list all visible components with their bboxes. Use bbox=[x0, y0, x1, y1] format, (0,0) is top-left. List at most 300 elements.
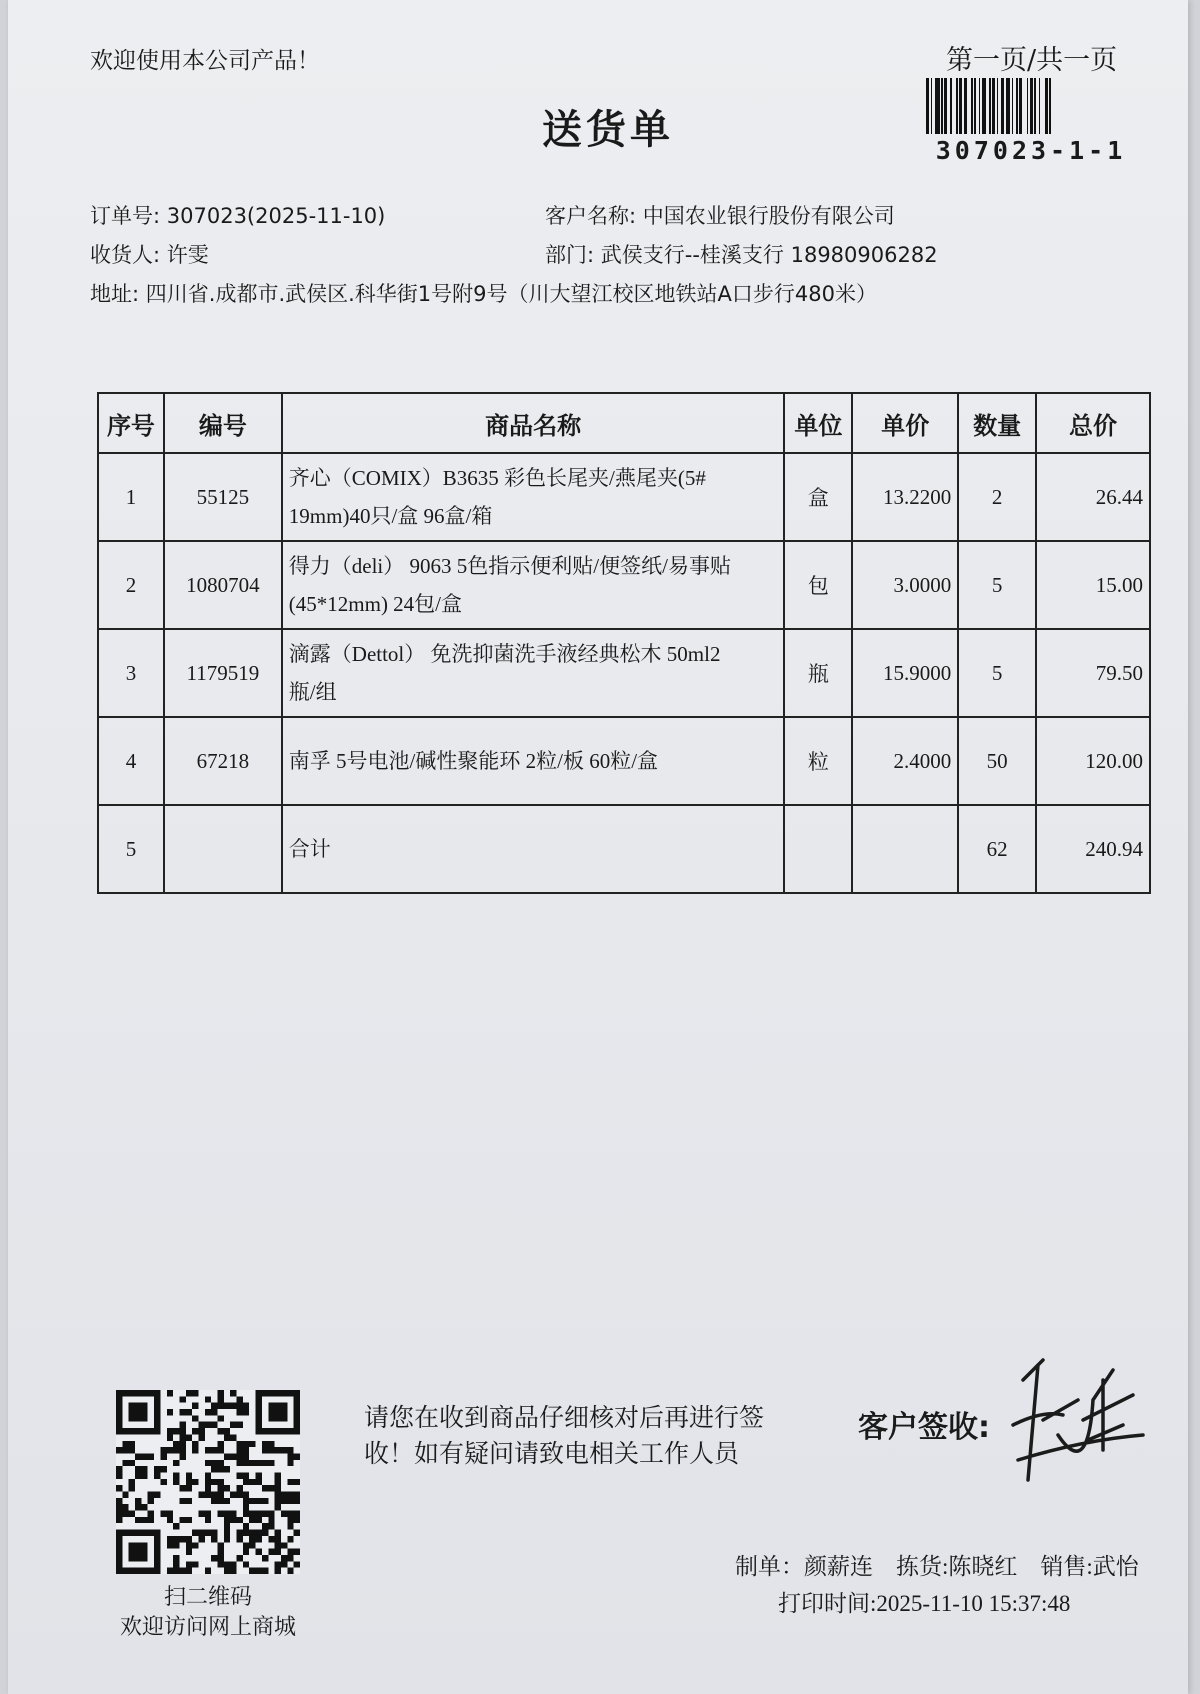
qr-module bbox=[275, 1504, 281, 1510]
qr-module bbox=[192, 1441, 198, 1447]
page-indicator: 第一页/共一页 bbox=[946, 45, 1118, 76]
qr-module bbox=[256, 1396, 262, 1402]
qr-module bbox=[122, 1390, 128, 1396]
qr-module bbox=[198, 1434, 204, 1440]
qr-module bbox=[122, 1492, 128, 1498]
qr-module bbox=[179, 1447, 185, 1453]
qr-module bbox=[148, 1498, 154, 1504]
qr-module bbox=[294, 1409, 300, 1415]
barcode bbox=[926, 78, 1136, 134]
qr-module bbox=[205, 1447, 211, 1453]
qr-module bbox=[129, 1485, 135, 1491]
qr-module bbox=[135, 1498, 141, 1504]
qr-module bbox=[154, 1549, 160, 1555]
qr-module bbox=[154, 1530, 160, 1536]
qr-module bbox=[224, 1536, 230, 1542]
qr-module bbox=[237, 1536, 243, 1542]
qr-module bbox=[173, 1536, 179, 1542]
qr-module bbox=[141, 1453, 147, 1459]
row-product-name bbox=[282, 629, 785, 717]
qr-module bbox=[122, 1441, 128, 1447]
qr-module bbox=[275, 1492, 281, 1498]
qr-module bbox=[160, 1466, 166, 1472]
qr-module bbox=[218, 1460, 224, 1466]
qr-module bbox=[218, 1447, 224, 1453]
qr-module bbox=[173, 1472, 179, 1478]
qr-module bbox=[154, 1568, 160, 1574]
qr-module bbox=[218, 1479, 224, 1485]
qr-module bbox=[268, 1536, 274, 1542]
qr-module bbox=[249, 1517, 255, 1523]
qr-module bbox=[243, 1403, 249, 1409]
qr-module bbox=[275, 1479, 281, 1485]
qr-module bbox=[230, 1453, 236, 1459]
qr-module bbox=[141, 1555, 147, 1561]
qr-module bbox=[281, 1561, 287, 1567]
qr-module bbox=[160, 1453, 166, 1459]
qr-module bbox=[186, 1549, 192, 1555]
qr-module bbox=[167, 1517, 173, 1523]
items-table bbox=[97, 392, 1151, 894]
qr-module bbox=[275, 1530, 281, 1536]
address-row bbox=[90, 278, 877, 308]
qr-module bbox=[129, 1447, 135, 1453]
qr-module bbox=[141, 1409, 147, 1415]
qr-module bbox=[129, 1428, 135, 1434]
qr-module bbox=[116, 1561, 122, 1567]
qr-module bbox=[218, 1390, 224, 1396]
receiver-value: 许雯 bbox=[166, 243, 209, 267]
qr-module bbox=[205, 1492, 211, 1498]
qr-module bbox=[154, 1390, 160, 1396]
qr-module bbox=[167, 1536, 173, 1542]
qr-module bbox=[173, 1568, 179, 1574]
qr-module bbox=[287, 1447, 293, 1453]
product-name-line-1: 南孚 5号电池/碱性聚能环 2粒/板 60粒/盒 bbox=[288, 749, 659, 773]
row-code: 67218 bbox=[164, 717, 282, 805]
product-name-line-1: 齐心（COMIX）B3635 彩色长尾夹/燕尾夹(5# bbox=[288, 466, 706, 490]
qr-module bbox=[224, 1434, 230, 1440]
qr-module bbox=[237, 1485, 243, 1491]
qr-module bbox=[148, 1568, 154, 1574]
qr-module bbox=[256, 1536, 262, 1542]
qr-module bbox=[275, 1561, 281, 1567]
row-total: 15.00 bbox=[1036, 541, 1150, 629]
qr-module bbox=[287, 1390, 293, 1396]
qr-module bbox=[198, 1536, 204, 1542]
notice-line-2: 收！如有疑问请致电相关工作人员 bbox=[364, 1439, 740, 1468]
qr-module bbox=[205, 1485, 211, 1491]
qr-module bbox=[173, 1542, 179, 1548]
qr-module bbox=[198, 1530, 204, 1536]
row-unit bbox=[784, 805, 852, 893]
qr-module bbox=[211, 1479, 217, 1485]
qr-module bbox=[129, 1403, 135, 1409]
qr-module bbox=[122, 1530, 128, 1536]
qr-module bbox=[262, 1390, 268, 1396]
qr-module bbox=[224, 1485, 230, 1491]
qr-module bbox=[224, 1453, 230, 1459]
qr-module bbox=[294, 1428, 300, 1434]
qr-module bbox=[186, 1479, 192, 1485]
qr-module bbox=[129, 1555, 135, 1561]
qr-module bbox=[275, 1485, 281, 1491]
qr-module bbox=[135, 1428, 141, 1434]
receiver-row bbox=[90, 239, 209, 269]
qr-module bbox=[116, 1403, 122, 1409]
department-value: 武侯支行--桂溪支行 18980906282 bbox=[600, 243, 938, 267]
qr-module bbox=[262, 1428, 268, 1434]
qr-module bbox=[294, 1517, 300, 1523]
qr-module bbox=[249, 1498, 255, 1504]
qr-module bbox=[230, 1568, 236, 1574]
qr-module bbox=[148, 1530, 154, 1536]
qr-module bbox=[218, 1415, 224, 1421]
row-product-name bbox=[282, 453, 785, 541]
qr-module bbox=[218, 1485, 224, 1491]
qr-module bbox=[154, 1409, 160, 1415]
qr-module bbox=[275, 1549, 281, 1555]
qr-module bbox=[192, 1415, 198, 1421]
qr-module bbox=[116, 1504, 122, 1510]
qr-module bbox=[281, 1403, 287, 1409]
qr-module bbox=[154, 1542, 160, 1548]
qr-module bbox=[129, 1409, 135, 1415]
qr-module bbox=[205, 1530, 211, 1536]
qr-module bbox=[256, 1511, 262, 1517]
qr-module bbox=[211, 1555, 217, 1561]
qr-code[interactable] bbox=[116, 1390, 300, 1574]
qr-module bbox=[243, 1447, 249, 1453]
table-header-row bbox=[98, 393, 1150, 453]
qr-module bbox=[211, 1530, 217, 1536]
qr-module bbox=[122, 1504, 128, 1510]
qr-module bbox=[230, 1434, 236, 1440]
qr-module bbox=[237, 1555, 243, 1561]
qr-module bbox=[256, 1479, 262, 1485]
row-unit-price: 3.0000 bbox=[852, 541, 958, 629]
qr-module bbox=[135, 1409, 141, 1415]
qr-module bbox=[287, 1555, 293, 1561]
qr-module bbox=[135, 1530, 141, 1536]
customer-signature-label: 客户签收: bbox=[858, 1410, 990, 1445]
qr-module bbox=[262, 1447, 268, 1453]
qr-module bbox=[154, 1561, 160, 1567]
qr-module bbox=[211, 1422, 217, 1428]
qr-module bbox=[275, 1568, 281, 1574]
row-index: 3 bbox=[98, 629, 164, 717]
qr-module bbox=[154, 1492, 160, 1498]
qr-module bbox=[211, 1536, 217, 1542]
header-unit: 单位 bbox=[784, 393, 852, 453]
qr-module bbox=[186, 1390, 192, 1396]
qr-module bbox=[287, 1517, 293, 1523]
row-code: 55125 bbox=[164, 453, 282, 541]
qr-module bbox=[281, 1498, 287, 1504]
qr-module bbox=[116, 1409, 122, 1415]
qr-module bbox=[167, 1428, 173, 1434]
qr-module bbox=[116, 1498, 122, 1504]
qr-module bbox=[116, 1517, 122, 1523]
qr-module bbox=[249, 1460, 255, 1466]
qr-module bbox=[268, 1428, 274, 1434]
qr-module bbox=[224, 1530, 230, 1536]
qr-module bbox=[256, 1460, 262, 1466]
qr-module bbox=[135, 1453, 141, 1459]
row-unit-price: 15.9000 bbox=[852, 629, 958, 717]
qr-module bbox=[281, 1390, 287, 1396]
qr-module bbox=[198, 1422, 204, 1428]
qr-module bbox=[211, 1492, 217, 1498]
qr-module bbox=[211, 1403, 217, 1409]
row-product-name bbox=[282, 717, 785, 805]
qr-module bbox=[249, 1441, 255, 1447]
qr-module bbox=[262, 1555, 268, 1561]
qr-module bbox=[224, 1498, 230, 1504]
qr-module bbox=[287, 1568, 293, 1574]
qr-module bbox=[116, 1530, 122, 1536]
qr-module bbox=[173, 1523, 179, 1529]
qr-module bbox=[205, 1511, 211, 1517]
row-unit: 包 bbox=[784, 541, 852, 629]
qr-module bbox=[205, 1422, 211, 1428]
qr-module bbox=[224, 1511, 230, 1517]
qr-module bbox=[230, 1492, 236, 1498]
qr-module bbox=[294, 1453, 300, 1459]
row-quantity: 5 bbox=[958, 541, 1036, 629]
qr-module bbox=[281, 1447, 287, 1453]
qr-module bbox=[249, 1536, 255, 1542]
qr-module bbox=[287, 1511, 293, 1517]
qr-module bbox=[294, 1492, 300, 1498]
qr-module bbox=[192, 1428, 198, 1434]
qr-module bbox=[256, 1390, 262, 1396]
qr-module bbox=[173, 1479, 179, 1485]
customer-name-row bbox=[545, 200, 895, 230]
qr-module bbox=[237, 1396, 243, 1402]
qr-module bbox=[186, 1498, 192, 1504]
qr-module bbox=[268, 1441, 274, 1447]
qr-module bbox=[218, 1561, 224, 1567]
qr-module bbox=[154, 1555, 160, 1561]
row-index: 4 bbox=[98, 717, 164, 805]
qr-module bbox=[249, 1568, 255, 1574]
qr-module bbox=[275, 1409, 281, 1415]
qr-module bbox=[249, 1511, 255, 1517]
qr-module bbox=[243, 1472, 249, 1478]
qr-module bbox=[243, 1498, 249, 1504]
qr-module bbox=[262, 1530, 268, 1536]
row-unit-price: 13.2200 bbox=[852, 453, 958, 541]
qr-module bbox=[179, 1422, 185, 1428]
qr-module bbox=[230, 1517, 236, 1523]
notice-line-1: 请您在收到商品仔细核对后再进行签 bbox=[364, 1403, 765, 1432]
row-unit: 盒 bbox=[784, 453, 852, 541]
qr-module bbox=[141, 1472, 147, 1478]
qr-module bbox=[275, 1472, 281, 1478]
qr-module bbox=[218, 1555, 224, 1561]
qr-module bbox=[205, 1568, 211, 1574]
qr-module bbox=[148, 1453, 154, 1459]
qr-module bbox=[205, 1479, 211, 1485]
qr-module bbox=[135, 1403, 141, 1409]
qr-module bbox=[179, 1441, 185, 1447]
qr-module bbox=[135, 1555, 141, 1561]
qr-module bbox=[186, 1542, 192, 1548]
qr-module bbox=[141, 1415, 147, 1421]
qr-module bbox=[192, 1561, 198, 1567]
qr-module bbox=[268, 1511, 274, 1517]
qr-module bbox=[116, 1447, 122, 1453]
product-name-line-1: 滴露（Dettol） 免洗抑菌洗手液经典松木 50ml2 bbox=[288, 642, 721, 666]
qr-module bbox=[268, 1390, 274, 1396]
qr-module bbox=[148, 1428, 154, 1434]
qr-module bbox=[154, 1403, 160, 1409]
qr-module bbox=[186, 1409, 192, 1415]
qr-module bbox=[116, 1415, 122, 1421]
qr-module bbox=[154, 1472, 160, 1478]
qr-module bbox=[186, 1472, 192, 1478]
qr-module bbox=[167, 1390, 173, 1396]
qr-module bbox=[122, 1511, 128, 1517]
qr-module bbox=[135, 1390, 141, 1396]
barcode-number: 307023-1-1 bbox=[935, 136, 1127, 165]
table-row bbox=[98, 629, 1150, 717]
qr-module bbox=[268, 1460, 274, 1466]
qr-module bbox=[211, 1460, 217, 1466]
qr-module bbox=[281, 1428, 287, 1434]
qr-module bbox=[129, 1479, 135, 1485]
qr-module bbox=[192, 1479, 198, 1485]
qr-module bbox=[167, 1511, 173, 1517]
qr-module bbox=[205, 1472, 211, 1478]
qr-module bbox=[129, 1441, 135, 1447]
qr-module bbox=[116, 1466, 122, 1472]
qr-module bbox=[218, 1511, 224, 1517]
qr-module bbox=[198, 1428, 204, 1434]
qr-module bbox=[179, 1434, 185, 1440]
header-index: 序号 bbox=[98, 393, 164, 453]
qr-module bbox=[205, 1409, 211, 1415]
qr-module bbox=[116, 1472, 122, 1478]
qr-module bbox=[237, 1492, 243, 1498]
qr-module bbox=[268, 1517, 274, 1523]
qr-module bbox=[294, 1549, 300, 1555]
qr-module bbox=[218, 1403, 224, 1409]
qr-module bbox=[154, 1422, 160, 1428]
qr-module bbox=[129, 1549, 135, 1555]
qr-module bbox=[237, 1460, 243, 1466]
qr-module bbox=[275, 1390, 281, 1396]
order-number-value: 307023(2025-11-10) bbox=[166, 204, 386, 228]
qr-module bbox=[211, 1498, 217, 1504]
department-row bbox=[545, 239, 938, 269]
qr-module bbox=[116, 1422, 122, 1428]
qr-module bbox=[186, 1485, 192, 1491]
qr-module bbox=[281, 1492, 287, 1498]
address-value: 四川省.成都市.武侯区.科华街1号附9号（川大望江校区地铁站A口步行480米） bbox=[145, 282, 877, 306]
qr-module bbox=[243, 1549, 249, 1555]
qr-module bbox=[198, 1511, 204, 1517]
qr-module bbox=[218, 1492, 224, 1498]
qr-module bbox=[116, 1555, 122, 1561]
qr-module bbox=[173, 1447, 179, 1453]
qr-module bbox=[154, 1466, 160, 1472]
qr-module bbox=[249, 1479, 255, 1485]
qr-module bbox=[179, 1536, 185, 1542]
qr-module bbox=[256, 1568, 262, 1574]
qr-module bbox=[237, 1530, 243, 1536]
row-index: 2 bbox=[98, 541, 164, 629]
qr-module bbox=[218, 1466, 224, 1472]
qr-module bbox=[237, 1403, 243, 1409]
table-row bbox=[98, 717, 1150, 805]
product-name-line-2: 19mm)40只/盒 96盒/箱 bbox=[288, 504, 493, 528]
qr-module bbox=[186, 1568, 192, 1574]
qr-module bbox=[135, 1568, 141, 1574]
qr-module bbox=[243, 1460, 249, 1466]
qr-module bbox=[224, 1403, 230, 1409]
qr-module bbox=[192, 1542, 198, 1548]
qr-module bbox=[294, 1422, 300, 1428]
qr-module bbox=[243, 1409, 249, 1415]
qr-module bbox=[211, 1409, 217, 1415]
qr-module bbox=[141, 1390, 147, 1396]
qr-module bbox=[192, 1390, 198, 1396]
qr-module bbox=[237, 1517, 243, 1523]
order-number-label: 订单号: bbox=[90, 204, 161, 228]
qr-module bbox=[256, 1517, 262, 1523]
row-index: 5 bbox=[98, 805, 164, 893]
qr-module bbox=[287, 1453, 293, 1459]
receipt-notice bbox=[364, 1400, 784, 1472]
qr-module bbox=[230, 1390, 236, 1396]
qr-module bbox=[218, 1498, 224, 1504]
qr-module bbox=[116, 1542, 122, 1548]
qr-module bbox=[281, 1542, 287, 1548]
qr-module bbox=[230, 1422, 236, 1428]
qr-module bbox=[275, 1498, 281, 1504]
qr-module bbox=[186, 1517, 192, 1523]
qr-module bbox=[287, 1498, 293, 1504]
qr-module bbox=[154, 1415, 160, 1421]
qr-module bbox=[281, 1409, 287, 1415]
header-unit-price: 单价 bbox=[852, 393, 958, 453]
customer-name-value: 中国农业银行股份有限公司 bbox=[642, 204, 895, 228]
product-name-line-2: 瓶/组 bbox=[288, 680, 337, 704]
qr-module bbox=[135, 1517, 141, 1523]
staff-line: 制单：颜薪连 拣货:陈晓红 销售:武怡 bbox=[735, 1554, 1139, 1579]
qr-module bbox=[129, 1542, 135, 1548]
qr-module bbox=[237, 1441, 243, 1447]
qr-module bbox=[122, 1568, 128, 1574]
qr-module bbox=[141, 1466, 147, 1472]
qr-module bbox=[179, 1485, 185, 1491]
row-unit: 粒 bbox=[784, 717, 852, 805]
qr-module bbox=[129, 1390, 135, 1396]
qr-module bbox=[192, 1403, 198, 1409]
qr-module bbox=[135, 1504, 141, 1510]
qr-module bbox=[262, 1485, 268, 1491]
row-quantity: 50 bbox=[958, 717, 1036, 805]
qr-module bbox=[218, 1549, 224, 1555]
handwritten-signature bbox=[1003, 1340, 1153, 1490]
print-time: 打印时间:2025-11-10 15:37:48 bbox=[778, 1591, 1071, 1616]
qr-module bbox=[154, 1428, 160, 1434]
qr-module bbox=[294, 1390, 300, 1396]
qr-module bbox=[294, 1498, 300, 1504]
qr-module bbox=[287, 1428, 293, 1434]
